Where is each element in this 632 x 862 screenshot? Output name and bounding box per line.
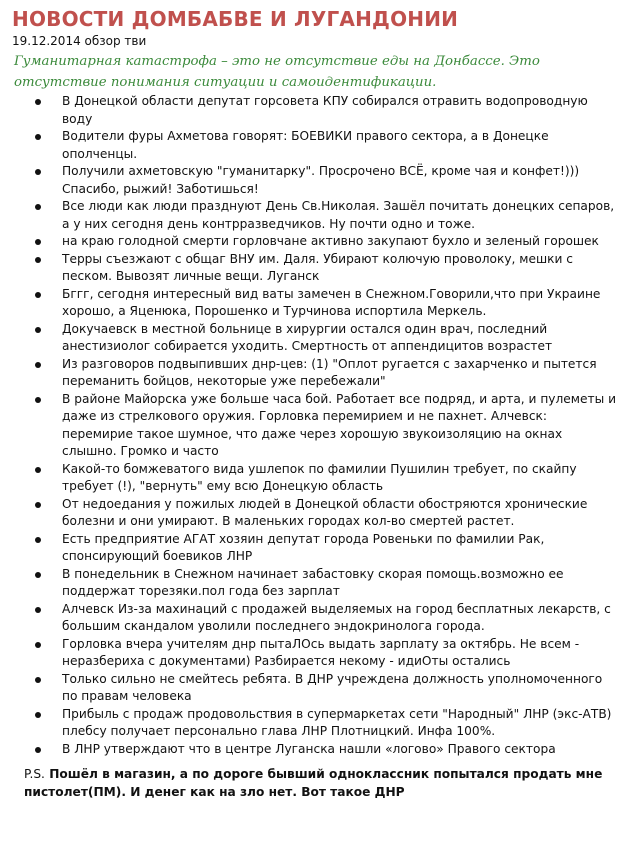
list-item bbox=[12, 741, 616, 759]
list-item bbox=[12, 198, 616, 233]
list-item bbox=[12, 636, 616, 671]
list-item bbox=[12, 163, 616, 198]
list-item-text: Горловка вчера учителям днр пытаЛОсь выдать зарплату за октябрь. Не всем - неразбериха с документами) Разбирается некому - идиОты остались bbox=[62, 636, 580, 668]
bullet-icon bbox=[35, 327, 41, 333]
postscript-text: Пошёл в магазин, а по дороге бывший одноклассник попытался продать мне пистолет(ПМ). И денег как на зло нет. Вот такое ДНР bbox=[24, 767, 603, 799]
list-item-text: Докучаевск в местной больнице в хирургии остался один врач, последний анестизиолог собирается уходить. Смертность от аппендицитов возрастет bbox=[62, 321, 553, 353]
list-item bbox=[12, 251, 616, 286]
bullet-icon bbox=[35, 712, 41, 718]
list-item bbox=[12, 496, 616, 531]
list-item bbox=[12, 128, 616, 163]
bullet-icon bbox=[35, 292, 41, 298]
page-title: НОВОСТИ ДОМБАБВЕ И ЛУГАНДОНИИ bbox=[12, 7, 459, 31]
list-item bbox=[12, 601, 616, 636]
list-item bbox=[12, 531, 616, 566]
bullet-icon bbox=[35, 607, 41, 613]
list-item-text: Терры съезжают с общаг ВНУ им. Даля. Убирают колючую проволоку, мешки с песком. Вывозят личные вещи. Луганск bbox=[62, 251, 573, 283]
bullet-icon bbox=[35, 169, 41, 175]
list-item bbox=[12, 461, 616, 496]
list-item bbox=[12, 233, 616, 251]
list-item bbox=[12, 321, 616, 356]
bullet-icon bbox=[35, 239, 41, 245]
bullet-icon bbox=[35, 537, 41, 543]
list-item-text: В Донецкой области депутат горсовета КПУ собирался отравить водопроводную воду bbox=[62, 94, 588, 126]
list-item-text: Бггг, сегодня интересный вид ваты замечен в Снежном.Говорили,что при Украине хорошо, а Яценюка, Порошенко и Турчинова испортила Меркель. bbox=[62, 286, 601, 318]
list-item bbox=[12, 566, 616, 601]
list-item-text: Только сильно не смейтесь ребята. В ДНР учреждена должность уполномоченного по правам человека bbox=[62, 671, 603, 703]
list-item-text: на краю голодной смерти горловчане активно закупают бухло и зеленый горошек bbox=[62, 234, 599, 248]
list-item-text: От недоедания у пожилых людей в Донецкой области обостряются хронические болезни и они умирают. В маленьких городах кол-во смертей растет. bbox=[62, 496, 588, 528]
postscript bbox=[24, 765, 620, 801]
list-item-text: Водители фуры Ахметова говорят: БОЕВИКИ правого сектора, а в Донецке ополченцы. bbox=[62, 129, 549, 161]
news-list bbox=[12, 93, 616, 758]
bullet-icon bbox=[35, 397, 41, 403]
list-item-text: Все люди как люди празднуют День Св.Николая. Зашёл почитать донецких сепаров, а у них сегодня день контрразведчиков. Ну почти одно и тоже. bbox=[62, 199, 615, 231]
bullet-icon bbox=[35, 257, 41, 263]
bullet-icon bbox=[35, 362, 41, 368]
bullet-icon bbox=[35, 467, 41, 473]
bullet-icon bbox=[35, 502, 41, 508]
bullet-icon bbox=[35, 747, 41, 753]
list-item bbox=[12, 671, 616, 706]
list-item-text: В ЛНР утверждают что в центре Луганска нашли «логово» Правого сектора bbox=[62, 741, 556, 756]
bullet-icon bbox=[35, 204, 41, 210]
list-item bbox=[12, 706, 616, 741]
epigraph-quote: Гуманитарная катастрофа – это не отсутствие еды на Донбассе. Это отсутствие понимания ситуации и самоидентификации. bbox=[14, 54, 540, 90]
list-item bbox=[12, 391, 616, 461]
list-item-text: Прибыль с продаж продовольствия в супермаркетах сети "Народный" ЛНР (экс-АТВ) плебсу получает персонально глава ЛНР Плотницкий. Инфа 100%. bbox=[62, 706, 612, 738]
list-item bbox=[12, 286, 616, 321]
list-item-text: В понедельник в Снежном начинает забастовку скорая помощь.возможно ее поддержат торезяки.пол года без зарплат bbox=[62, 566, 564, 598]
dateline: 19.12.2014 обзор тви bbox=[12, 34, 147, 48]
list-item bbox=[12, 356, 616, 391]
bullet-icon bbox=[35, 642, 41, 648]
list-item-text: Из разговоров подвыпивших днр-цев: (1) "Оплот ругается с захарченко и пытется переманить бойцов, некоторые уже перебежали" bbox=[62, 356, 597, 388]
list-item bbox=[12, 93, 616, 128]
bullet-icon bbox=[35, 99, 41, 105]
bullet-icon bbox=[35, 677, 41, 683]
postscript-label: P.S. bbox=[24, 767, 45, 781]
bullet-icon bbox=[35, 572, 41, 578]
list-item-text: Есть предприятие АГАТ хозяин депутат города Ровеньки по фамилии Рак, спонсирующий боевиков ЛНР bbox=[62, 531, 545, 563]
list-item-text: Алчевск Из-за махинаций с продажей выделяемых на город бесплатных лекарств, с большим скандалом уволили последнего эндокринолога города. bbox=[62, 601, 611, 633]
list-item-text: Получили ахметовскую "гуманитарку". Просрочено ВСЁ, кроме чая и конфет!))) Спасибо, рыжий! Заботишься! bbox=[62, 164, 580, 196]
list-item-text: В районе Майорска уже больше часа бой. Работает все подряд, и арта, и пулеметы и даже из стрелкового оружия. Горловка перемирием и не пахнет. Алчевск: перемирие такое шумное, что даже через хорошую звукоизоляцию на окнах слышно. Громко и часто bbox=[62, 391, 617, 458]
list-item-text: Какой-то бомжеватого вида ушлепок по фамилии Пушилин требует, по скайпу требует (!), "вернуть" ему всю Донецкую область bbox=[62, 461, 577, 493]
bullet-icon bbox=[35, 134, 41, 140]
